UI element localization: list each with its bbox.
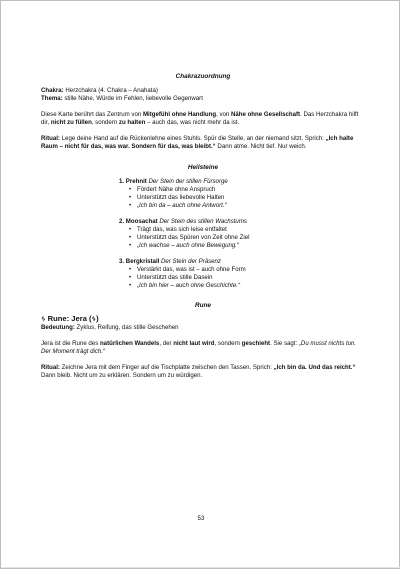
list-item: • „Ich wachse – auch ohne Bewegung.“ — [119, 242, 289, 250]
page-bottom-rule — [1, 567, 400, 568]
page-content — [41, 73, 365, 380]
stone-name: Prehnit — [125, 178, 147, 185]
stone-subtitle: Der Stein der Präsenz — [161, 258, 221, 265]
section-title-stones: Heilsteine — [187, 164, 219, 171]
rune-ritual: Ritual: Zeichne Jera mit dem Finger auf die Tischplatte zwischen den Tassen. Sprich: „Ich bin da. Und das reicht.“ Dann bleib. Nicht um zu erklären. Sondern um zu würdigen. — [41, 364, 356, 379]
chakra-ritual: Ritual: Lege deine Hand auf die Rückenlehne eines Stuhls. Spür die Stelle, an der niemand sitzt. Sprich: „Ich halte Raum – nicht für das, was war. Sondern für das, was bleibt.“ Dann atme. Nicht tief. Nur weich. — [41, 135, 354, 150]
stone-item: 2. Moosachat Der Stein des stillen Wachstums • Trägt das, was sich leise entfaltet • Unterstützt das Spüren von Zeit ohne Ziel • „Ich wachse – auch ohne Bewegung.“ — [119, 218, 289, 250]
chakra-label: Chakra: — [41, 87, 64, 94]
stone-subtitle: Der Stein des stillen Wachstums — [159, 218, 247, 225]
chakra-value: Herzchakra (4. Chakra – Anahata) — [65, 87, 158, 94]
thema-value: stille Nähe, Würde im Fehlen, liebevolle Gegenwart — [64, 95, 203, 102]
thema-label: Thema: — [41, 95, 63, 102]
chakra-line — [41, 87, 365, 95]
stone-item: 1. Prehnit Der Stein der stillen Fürsorge • Fördert Nähe ohne Anspruch • Unterstützt das liebevolle Halten • „Ich bin da – auch ohne Antwort.“ — [119, 178, 289, 210]
bedeutung-line: Bedeutung: Zyklus, Reifung, das stille Geschehen — [41, 324, 179, 331]
thema-line — [41, 95, 365, 103]
list-item: • „Ich bin hier – auch ohne Geschichte.“ — [119, 282, 289, 290]
list-item: • Fördert Nähe ohne Anspruch — [119, 186, 289, 194]
list-item: • Unterstützt das liebevolle Halten — [119, 194, 289, 202]
section-title-chakra: Chakrazuordnung — [175, 73, 231, 80]
stone-name: Moosachat — [125, 218, 158, 225]
ritual-label: Ritual: — [41, 135, 60, 142]
list-item: • „Ich bin da – auch ohne Antwort.“ — [119, 202, 289, 210]
list-item: • Trägt das, was sich leise entfaltet — [119, 226, 289, 234]
section-title-rune: Rune — [195, 302, 211, 309]
rune-heading: ᛃ Rune: Jera (ᛃ) — [41, 314, 99, 323]
chakra-paragraph: Diese Karte berührt das Zentrum von Mitgefühl ohne Handlung, von Nähe ohne Gesellschaft. Das Herzchakra hilft dir, nicht zu füllen, sondern zu halten – auch das, was nicht mehr da ist. — [41, 111, 359, 126]
stone-name: Bergkristall — [125, 258, 160, 265]
stone-subtitle: Der Stein der stillen Fürsorge — [148, 178, 228, 185]
list-item: • Verstärkt das, was ist – auch ohne Form — [119, 266, 289, 274]
rune-paragraph: Jera ist die Rune des natürlichen Wandels, der nicht laut wird, sondern geschieht. Sie sagt: „Du musst nichts tun. Der Moment trägt dich.“ — [41, 340, 357, 355]
stone-item: 3. Bergkristall Der Stein der Präsenz • Verstärkt das, was ist – auch ohne Form • Unterstützt das stille Dasein • „Ich bin hier – auch ohne Geschichte.“ — [119, 258, 289, 290]
list-item: • Unterstützt das stille Dasein — [119, 274, 289, 282]
list-item: • Unterstützt das Spüren von Zeit ohne Ziel — [119, 234, 289, 242]
page-number: 53 — [197, 515, 205, 522]
